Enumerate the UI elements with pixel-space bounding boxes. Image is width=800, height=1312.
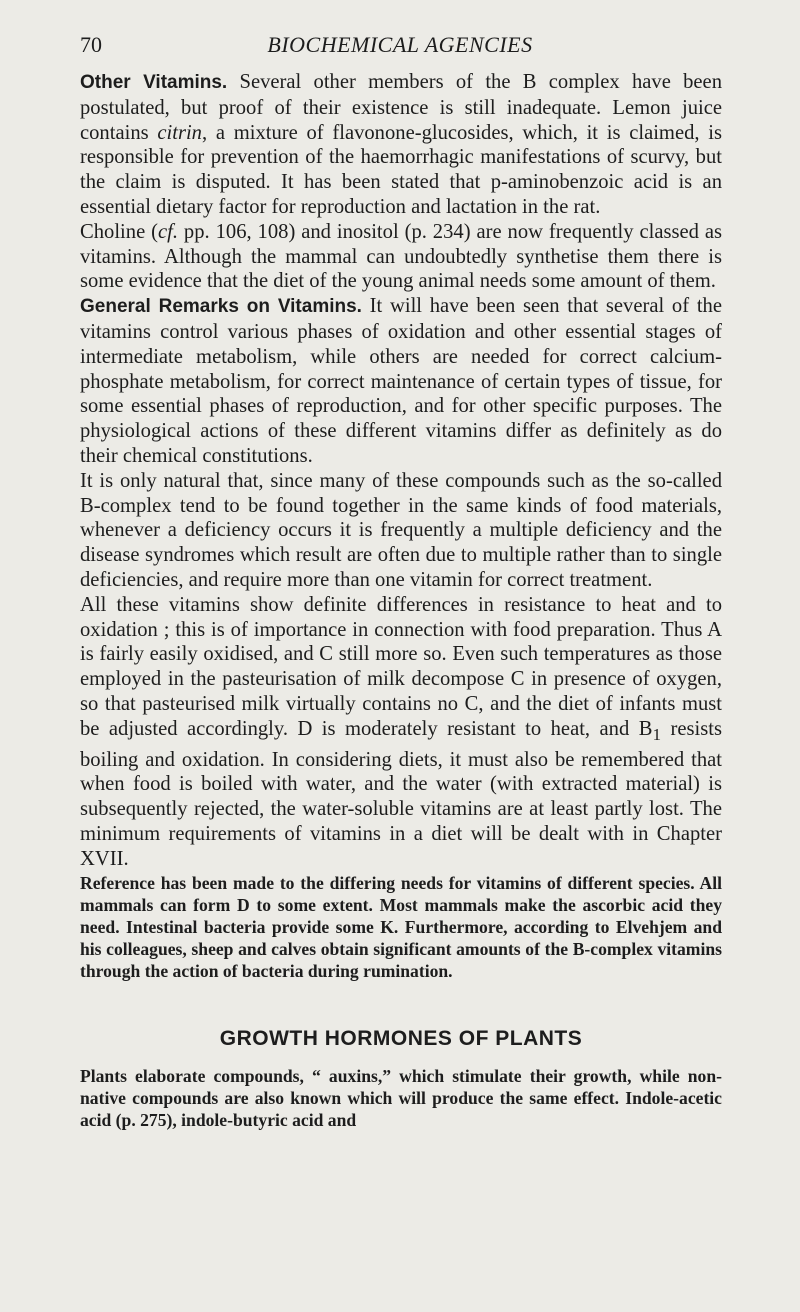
paragraph-lead-heading: General Remarks on Vitamins.: [80, 296, 362, 318]
text-run: All these vitamins show definite differences in resistance to heat and to oxidation ; this is of importance in connection with food preparation. Thus A is fairly easily oxidised, and C still more so. Even such temperatures as those employed in the pasteurisation of milk decompose C in presence of oxygen, so that pasteurised milk virtually contains no C, and the diet of infants must be adjusted accordingly. D is moderately resistant to heat, and B: [80, 593, 722, 740]
text-run: Several other members of the B complex have been postulated, but proof of their existence is still inadequate. Lemon juice contains: [80, 71, 722, 144]
text-run: Choline (: [80, 220, 158, 243]
text-run: , a mixture of flavonone-glucosides, which, it is claimed, is responsible for prevention of the haemorrhagic manifestations of scurvy, but the claim is disputed. It has been stated that p-aminobenzoic acid is an essential dietary factor for reproduction and lactation in the rat.: [80, 121, 722, 218]
section-body: [80, 1065, 722, 1132]
subscript: 1: [652, 724, 662, 744]
page-body: [80, 70, 722, 1131]
italic-text: cf.: [158, 220, 179, 243]
section-heading: GROWTH HORMONES OF PLANTS: [219, 1026, 583, 1050]
section-paragraph: Plants elaborate compounds, “ auxins,” which stimulate their growth, while non-native compounds are also known which will produce the same effect. Indole-acetic acid (p. 275), indole-butyric acid and: [80, 1065, 722, 1131]
body-paragraph: [80, 469, 722, 593]
text-run: It is only natural that, since many of these compounds such as the so-called B-complex tend to be found together in the same kinds of food materials, whenever a deficiency occurs it is frequently a multiple deficiency and the disease syndromes which result are often due to multiple rather than to single deficiencies, and require more than one vitamin for correct treatment.: [80, 469, 722, 591]
paragraph-lead-heading: Other Vitamins.: [80, 72, 228, 93]
page-header: [80, 32, 720, 62]
reference-note: [80, 872, 722, 983]
body-paragraph: [80, 70, 722, 220]
reference-paragraph: Reference has been made to the differing needs for vitamins of different species. All mammals can form D to some extent. Most mammals make the ascorbic acid they need. Intestinal bacteria provide some K. Furthermore, according to Elvehjem and his colleagues, sheep and calves obtain significant amounts of the B-complex vitamins through the action of bacteria during rumination.: [80, 872, 722, 982]
text-run: It will have been seen that several of the vitamins control various phases of oxidation and other essential stages of intermediate metabolism, while others are needed for correct calcium-phosphate metabolism, for correct maintenance of certain types of tissue, for some essential phases of reproduction, and for other specific purposes. The physiological actions of these different vitamins differ as definitely as do their chemical constitutions.: [80, 295, 722, 467]
body-paragraph: [80, 593, 722, 872]
main-text: [80, 70, 722, 872]
text-run: resists boiling and oxidation. In considering diets, it must also be remembered that when food is boiled with water, and the water (with extracted material) is subsequently rejected, the water-soluble vitamins are at least partly lost. The minimum requirements of vitamins in a diet will be dealt with in Chapter XVII.: [80, 717, 723, 870]
running-title: BIOCHEMICAL AGENCIES: [267, 32, 533, 57]
body-paragraph: [80, 220, 722, 294]
text-run: pp. 106, 108) and inositol (p. 234) are now frequently classed as vitamins. Although the mammal can undoubtedly synthetise them there is some evidence that the diet of the young animal needs some amount of them.: [80, 220, 723, 293]
page-number: 70: [80, 32, 102, 57]
italic-text: citrin: [157, 121, 202, 144]
body-paragraph: [80, 294, 722, 469]
